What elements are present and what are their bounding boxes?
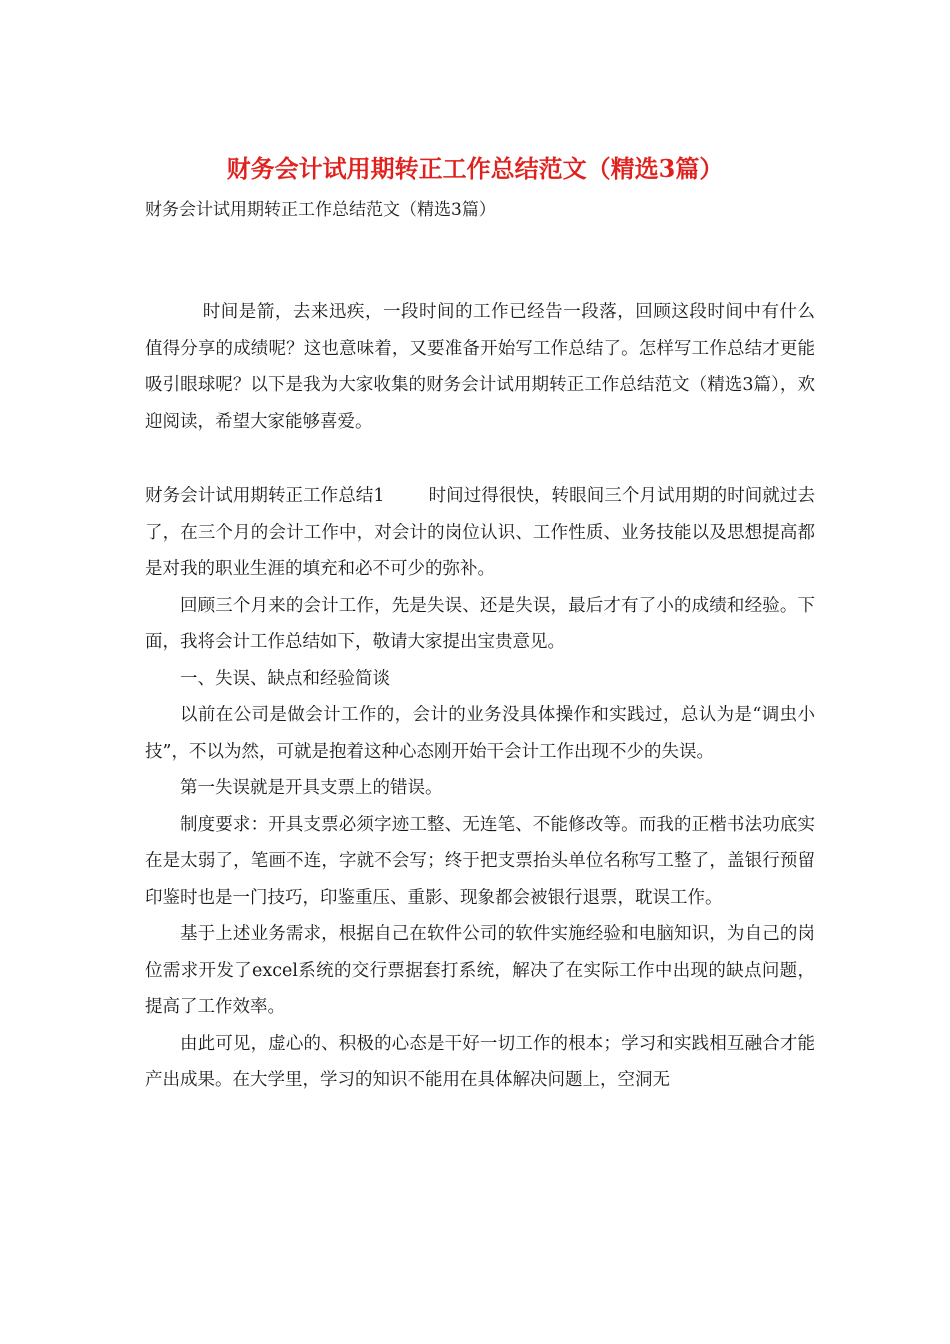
main-body <box>145 478 815 1099</box>
body-paragraph: 以前在公司是做会计工作的，会计的业务没具体操作和实践过，总认为是“调虫小技”，不以为然，可就是抱着这种心态刚开始干会计工作出现不少的失误。 <box>145 705 815 762</box>
body-paragraph: 回顾三个月来的会计工作，先是失误、还是失误，最后才有了小的成绩和经验。下面，我将会计工作总结如下，敬请大家提出宝贵意见。 <box>145 595 815 652</box>
body-paragraph: 第一失误就是开具支票上的错误。 <box>180 778 443 798</box>
section-1-first-paragraph <box>145 478 815 588</box>
body-paragraph: 制度要求：开具支票必须字迹工整、无连笔、不能修改等。而我的正楷书法功底实在是太弱了，笔画不连，字就不会写；终于把支票抬头单位名称写工整了，盖银行预留印鉴时也是一门技巧，印鉴重压、重影、现象都会被银行退票，耽误工作。 <box>145 814 815 908</box>
intro-block <box>145 294 815 440</box>
section-heading: 财务会计试用期转正工作总结1 <box>145 486 385 506</box>
document-title: 财务会计试用期转正工作总结范文（精选3篇） <box>226 154 724 183</box>
body-paragraph: 基于上述业务需求，根据自己在软件公司的软件实施经验和电脑知识，为自己的岗位需求开发了excel系统的交行票据套打系统，解决了在实际工作中出现的缺点问题，提高了工作效率。 <box>145 924 815 1017</box>
document-subtitle: 财务会计试用期转正工作总结范文（精选3篇） <box>145 200 496 220</box>
subsection-heading: 一、失误、缺点和经验简谈 <box>180 668 390 689</box>
body-paragraph: 由此可见，虚心的、积极的心态是干好一切工作的根本；学习和实践相互融合才能产出成果。在大学里，学习的知识不能用在具体解决问题上，空洞无 <box>145 1033 815 1090</box>
intro-paragraph: 时间是箭，去来迅疾，一段时间的工作已经告一段落，回顾这段时间中有什么值得分享的成绩呢？这也意味着，又要准备开始写工作总结了。怎样写工作总结才更能吸引眼球呢？以下是我为大家收集的财务会计试用期转正工作总结范文（精选3篇），欢迎阅读，希望大家能够喜爱。 <box>145 302 815 432</box>
section-1-lead-text: 时间过得很快，转眼间三个月试用期的时间就过去了，在三个月的会计工作中，对会计的岗位认识、工作性质、业务技能以及思想提高都是对我的职业生涯的填充和必不可少的弥补。 <box>145 486 815 579</box>
